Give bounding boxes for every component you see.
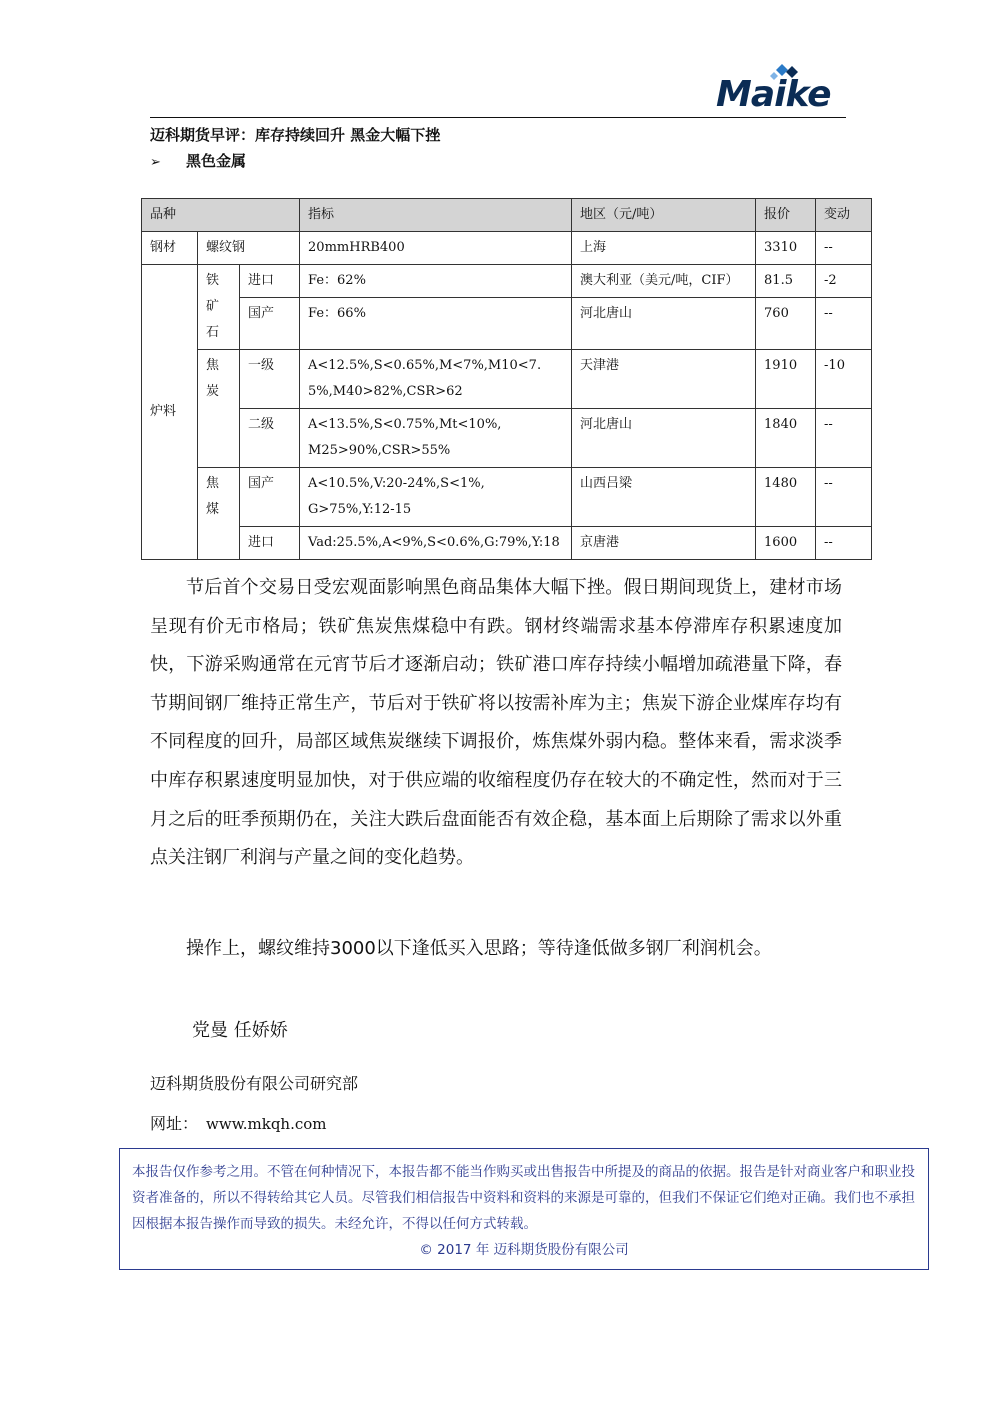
cell-category: 钢材 [142, 232, 198, 265]
cell-subcategory: 焦炭 [198, 350, 240, 468]
company-department: 迈科期货股份有限公司研究部 [150, 1074, 359, 1093]
cell-subcategory: 铁矿石 [198, 265, 240, 350]
cell-region: 山西吕梁 [572, 468, 756, 527]
cell-change: -2 [816, 265, 872, 298]
cell-price: 1600 [756, 527, 816, 560]
cell-price: 760 [756, 298, 816, 350]
cell-indicator: Fe：66% [300, 298, 572, 350]
disclaimer-text: 本报告仅作参考之用。不管在何种情况下，本报告都不能当作购买或出售报告中所提及的商品的依据。报告是针对商业客户和职业投资者准备的，所以不得转给其它人员。尽管我们相信报告中资料和资料的来源是可靠的，但我们不保证它们绝对正确。我们也不承担因根据本报告操作而导致的损失。未经允许，不得以任何方式转载。 [132, 1164, 915, 1232]
cell-indicator: A<10.5%,V:20-24%,S<1%, G>75%,Y:12-15 [300, 468, 572, 527]
analysis-paragraph: 节后首个交易日受宏观面影响黑色商品集体大幅下挫。假日期间现货上，建材市场呈现有价无市格局；铁矿焦炭焦煤稳中有跌。钢材终端需求基本停滞库存积累速度加快，下游采购通常在元宵节后才逐渐启动；铁矿港口库存持续小幅增加疏港量下降，春节期间钢厂维持正常生产，节后对于铁矿将以按需补库为主；焦炭下游企业煤库存均有不同程度的回升，局部区域焦炭继续下调报价，炼焦煤外弱内稳。整体来看，需求淡季中库存积累速度明显加快，对于供应端的收缩程度仍存在较大的不确定性，然而对于三月之后的旺季预期仍在，关注大跌后盘面能否有效企稳，基本面上后期除了需求以外重点关注钢厂利润与产量之间的变化趋势。 [150, 577, 842, 869]
header-indicator: 指标 [300, 199, 572, 232]
section-heading [150, 150, 246, 171]
cell-price: 1840 [756, 409, 816, 468]
header-region: 地区（元/吨） [572, 199, 756, 232]
cell-change: -- [816, 527, 872, 560]
cell-subcategory: 螺纹钢 [198, 232, 300, 265]
logo-wordmark: Maike [716, 74, 831, 115]
header-price: 报价 [756, 199, 816, 232]
strategy-paragraph: 操作上，螺纹维持3000以下逢低买入思路；等待逢低做多钢厂利润机会。 [186, 938, 772, 959]
table-header-row [142, 199, 872, 232]
authors: 党曼 任娇娇 [192, 1020, 288, 1041]
cell-price: 1910 [756, 350, 816, 409]
copyright: © 2017 年 迈科期货股份有限公司 [419, 1242, 629, 1258]
cell-region: 京唐港 [572, 527, 756, 560]
cell-price: 3310 [756, 232, 816, 265]
cell-type: 一级 [240, 350, 300, 409]
cell-indicator: A<12.5%,S<0.65%,M<7%,M10<7.5%,M40>82%,CSR>62 [300, 350, 572, 409]
table-row [142, 468, 872, 527]
cell-type: 进口 [240, 265, 300, 298]
cell-indicator: A<13.5%,S<0.75%,Mt<10%, M25>90%,CSR>55% [300, 409, 572, 468]
cell-change: -- [816, 468, 872, 527]
cell-price: 81.5 [756, 265, 816, 298]
website-label: 网址： [150, 1114, 199, 1133]
header-rule [150, 117, 846, 118]
cell-subcategory: 焦煤 [198, 468, 240, 560]
table-row [142, 350, 872, 409]
cell-indicator: Fe：62% [300, 265, 572, 298]
header-variety: 品种 [142, 199, 300, 232]
cell-region: 天津港 [572, 350, 756, 409]
company-logo [712, 64, 852, 116]
cell-change: -- [816, 409, 872, 468]
cell-change: -- [816, 232, 872, 265]
price-table [141, 198, 872, 560]
page-title: 迈科期货早评：库存持续回升 黑金大幅下挫 [150, 126, 441, 144]
cell-type: 国产 [240, 298, 300, 350]
cell-change: -10 [816, 350, 872, 409]
section-label: 黑色金属 [186, 152, 247, 170]
cell-type: 二级 [240, 409, 300, 468]
cell-region: 河北唐山 [572, 298, 756, 350]
table-row [142, 298, 872, 350]
header-change: 变动 [816, 199, 872, 232]
cell-region: 上海 [572, 232, 756, 265]
disclaimer-box [119, 1148, 929, 1270]
website-line [150, 1111, 327, 1134]
table-row [142, 409, 872, 468]
cell-type: 进口 [240, 527, 300, 560]
table-row [142, 527, 872, 560]
cell-change: -- [816, 298, 872, 350]
cell-region: 河北唐山 [572, 409, 756, 468]
website-link[interactable]: www.mkqh.com [206, 1115, 327, 1133]
cell-region: 澳大利亚（美元/吨，CIF） [572, 265, 756, 298]
cell-price: 1480 [756, 468, 816, 527]
table-row [142, 232, 872, 265]
table-row [142, 265, 872, 298]
cell-category: 炉料 [142, 265, 198, 560]
cell-indicator: Vad:25.5%,A<9%,S<0.6%,G:79%,Y:18 [300, 527, 572, 560]
arrow-bullet-icon: ➢ [150, 155, 161, 170]
cell-indicator: 20mmHRB400 [300, 232, 572, 265]
cell-type: 国产 [240, 468, 300, 527]
